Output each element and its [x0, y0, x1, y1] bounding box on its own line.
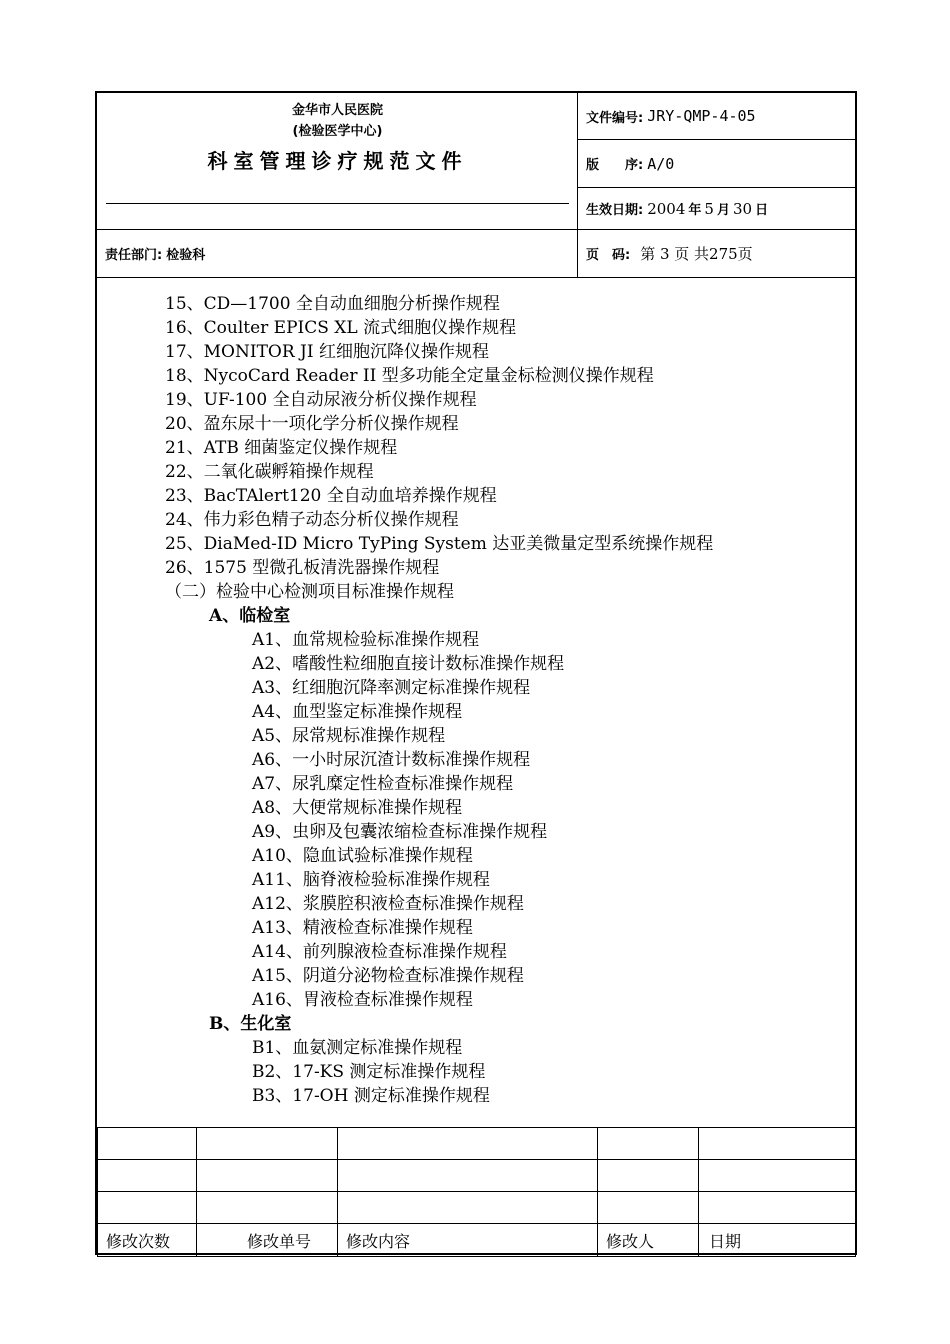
revision-table: [97, 1127, 855, 1253]
revision-cell: [197, 1160, 338, 1192]
revision-cell: [197, 1192, 338, 1224]
revision-cell: [197, 1128, 338, 1160]
effective-day-unit: 日: [755, 203, 769, 218]
effective-date-label: 生效日期:: [586, 203, 644, 218]
list-item: 23、BacTAlert120 全自动血培养操作规程: [165, 486, 497, 506]
department-row: [97, 230, 578, 278]
list-item: A9、虫卵及包囊浓缩检查标准操作规程: [252, 822, 548, 842]
list-item: 26、1575 型微孔板清洗器操作规程: [165, 558, 440, 578]
revision-row-blank: [98, 1128, 856, 1160]
revision-header-person: 修改人: [598, 1224, 699, 1257]
revision-cell: [598, 1192, 699, 1224]
list-item: 24、伟力彩色精子动态分析仪操作规程: [165, 510, 459, 530]
center-name: (检验医学中心): [292, 124, 383, 139]
revision-cell: [598, 1160, 699, 1192]
revision-cell: [699, 1192, 856, 1224]
list-item: A12、浆膜腔积液检查标准操作规程: [252, 894, 524, 914]
list-item: A4、血型鉴定标准操作规程: [252, 702, 463, 722]
list-item: A13、精液检查标准操作规程: [252, 918, 473, 938]
revision-row-blank: [98, 1160, 856, 1192]
effective-month: 5: [704, 199, 714, 218]
effective-day: 30: [732, 199, 753, 218]
list-item: A7、尿乳糜定性检查标准操作规程: [252, 774, 514, 794]
header-title-block: [97, 93, 578, 230]
revision-header-content: 修改内容: [338, 1224, 598, 1257]
revision-header-row: [98, 1224, 856, 1257]
list-item: A10、隐血试验标准操作规程: [252, 846, 473, 866]
title-divider: [106, 203, 569, 204]
list-item: 22、二氧化碳孵箱操作规程: [165, 462, 374, 482]
document-title: 科室管理诊疗规范文件: [207, 149, 468, 173]
revision-header-order: 修改单号: [197, 1224, 338, 1257]
list-item: A6、一小时尿沉渣计数标准操作规程: [252, 750, 531, 770]
revision-cell: [598, 1128, 699, 1160]
effective-date-row: [578, 188, 855, 230]
list-item: A11、脑脊液检验标准操作规程: [252, 870, 490, 890]
revision-cell: [98, 1192, 197, 1224]
revision-cell: [98, 1128, 197, 1160]
file-number-value: JRY-QMP-4-05: [647, 107, 756, 125]
effective-year: 2004: [647, 199, 686, 218]
list-item: A1、血常规检验标准操作规程: [252, 630, 480, 650]
page-text: 第 3 页 共275页: [640, 245, 753, 263]
revision-cell: [699, 1160, 856, 1192]
effective-month-unit: 月: [716, 203, 730, 218]
list-item: 15、CD—1700 全自动血细胞分析操作规程: [165, 294, 500, 314]
list-item: A2、嗜酸性粒细胞直接计数标准操作规程: [252, 654, 565, 674]
effective-year-unit: 年: [688, 203, 702, 218]
revision-row-blank: [98, 1192, 856, 1224]
version-row: [578, 140, 855, 188]
version-label: 版 序:: [586, 158, 644, 173]
list-item: 17、MONITOR JI 红细胞沉降仪操作规程: [165, 342, 489, 362]
list-item: 21、ATB 细菌鉴定仪操作规程: [165, 438, 398, 458]
list-item: B2、17-KS 测定标准操作规程: [252, 1062, 486, 1082]
list-item: B3、17-OH 测定标准操作规程: [252, 1086, 490, 1106]
page-label: 页 码:: [586, 248, 631, 263]
revision-cell: [98, 1160, 197, 1192]
revision-header-date: 日期: [699, 1224, 856, 1257]
revision-cell: [699, 1128, 856, 1160]
version-value: A/0: [647, 154, 675, 173]
list-item: A5、尿常规标准操作规程: [252, 726, 446, 746]
list-item: A8、大便常规标准操作规程: [252, 798, 463, 818]
revision-cell: [338, 1192, 598, 1224]
document-frame: [95, 91, 857, 1255]
list-item: A3、红细胞沉降率测定标准操作规程: [252, 678, 531, 698]
department-value: 检验科: [166, 248, 206, 263]
list-item: 19、UF-100 全自动尿液分析仪操作规程: [165, 390, 477, 410]
list-item: 25、DiaMed-ID Micro TyPing System 达亚美微量定型系统操作规程: [165, 534, 714, 554]
list-item: 20、盈东尿十一项化学分析仪操作规程: [165, 414, 459, 434]
list-item: 16、Coulter EPICS XL 流式细胞仪操作规程: [165, 318, 517, 338]
page-number-row: [578, 230, 855, 278]
hospital-name: 金华市人民医院: [291, 103, 383, 118]
list-item: （二）检验中心检测项目标准操作规程: [165, 582, 454, 602]
department-label: 责任部门:: [105, 248, 163, 263]
section-heading: B、生化室: [209, 1014, 292, 1034]
list-item: 18、NycoCard Reader II 型多功能全定量金标检测仪操作规程: [165, 366, 654, 386]
revision-header-count: 修改次数: [98, 1224, 197, 1257]
list-item: A16、胃液检查标准操作规程: [252, 990, 473, 1010]
revision-cell: [338, 1160, 598, 1192]
list-item: A14、前列腺液检查标准操作规程: [252, 942, 507, 962]
section-heading: A、临检室: [209, 606, 291, 626]
file-number-label: 文件编号:: [586, 110, 644, 126]
list-item: B1、血氨测定标准操作规程: [252, 1038, 463, 1058]
file-number-row: [578, 93, 855, 140]
list-item: A15、阴道分泌物检查标准操作规程: [252, 966, 524, 986]
revision-cell: [338, 1128, 598, 1160]
